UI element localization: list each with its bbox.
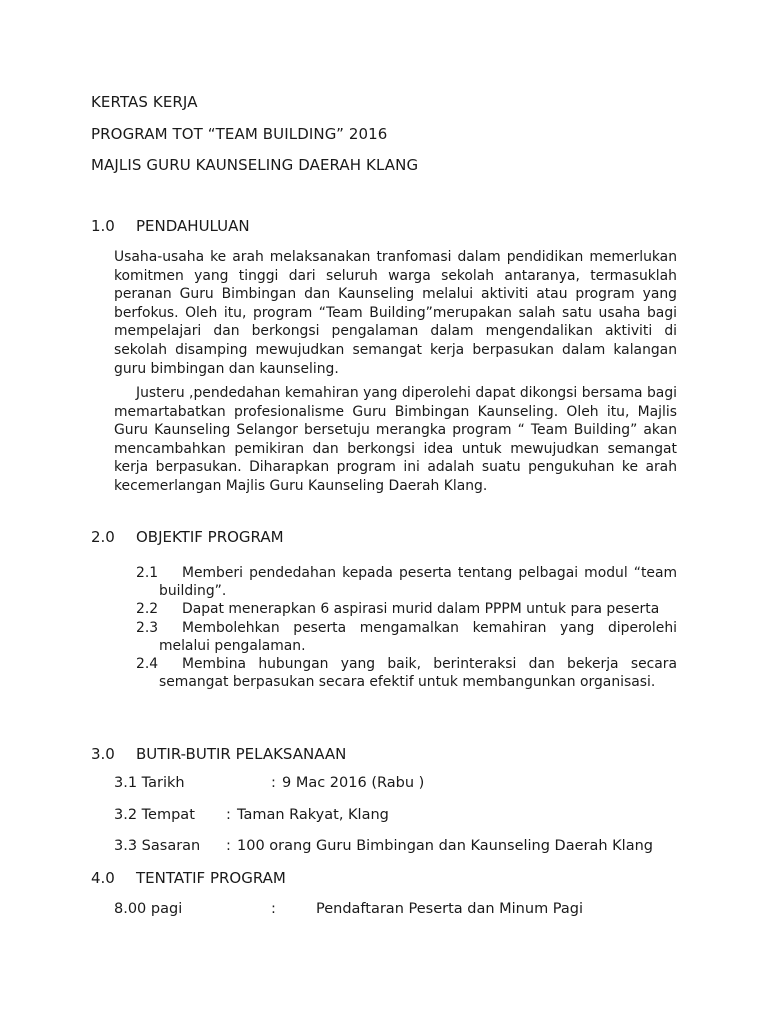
doc-title-line-3: MAJLIS GURU KAUNSELING DAERAH KLANG <box>91 156 419 174</box>
objektif-item: 2.4 Membina hubungan yang baik, berinteraksi dan bekerja secara semangat berpasukan secara efektif untuk membangunkan organisasi. <box>136 656 677 691</box>
section-title: PENDAHULUAN <box>136 217 250 235</box>
objektif-item: 2.1 Memberi pendedahan kepada peserta tentang pelbagai modul “team building”. <box>136 565 677 600</box>
section-heading-tentatif <box>91 869 286 887</box>
section-number: 3.0 <box>91 745 115 763</box>
doc-title-line-2: PROGRAM TOT “TEAM BUILDING” 2016 <box>91 125 388 143</box>
paragraph-text: Justeru ,pendedahan kemahiran yang diperolehi dapat dikongsi bersama bagi memartabatkan profesionalisme Guru Bimbingan Kaunseling. Oleh itu, Majlis Guru Kaunseling Selangor bersetuju merangka program “ Team Building” akan mencambahkan pemikiran dan berkongsi idea untuk mewujudkan semangat kerja berpasukan. Diharapkan program ini adalah suatu pengukuhan ke arah kecemerlangan Majlis Guru Kaunseling Daerah Klang. <box>114 385 677 494</box>
objektif-item: 2.2 Dapat menerapkan 6 aspirasi murid dalam PPPM untuk para peserta <box>136 601 660 618</box>
objektif-item: 2.3 Membolehkan peserta mengamalkan kemahiran yang diperolehi melalui pengalaman. <box>136 619 677 654</box>
section-title: BUTIR-BUTIR PELAKSANAAN <box>136 745 347 763</box>
detail-separator: : <box>226 807 231 823</box>
pendahuluan-paragraph-2 <box>114 384 677 496</box>
detail-label: 3.3 Sasaran <box>114 838 201 854</box>
detail-value: 100 orang Guru Bimbingan dan Kaunseling Daerah Klang <box>237 838 653 854</box>
detail-label: 3.2 Tempat <box>114 807 195 823</box>
section-number: 1.0 <box>91 217 115 235</box>
tentatif-time: 8.00 pagi <box>114 901 183 917</box>
section-number: 2.0 <box>91 528 115 546</box>
detail-row-sasaran <box>114 838 653 854</box>
detail-label: 3.1 Tarikh <box>114 775 185 791</box>
tentatif-row <box>114 901 674 921</box>
section-heading-pendahuluan <box>91 217 250 235</box>
tentatif-separator: : <box>271 901 276 917</box>
detail-separator: : <box>271 775 276 791</box>
section-heading-objektif <box>91 528 284 546</box>
section-title: OBJEKTIF PROGRAM <box>136 528 284 546</box>
doc-title-line-1: KERTAS KERJA <box>91 93 198 111</box>
section-heading-butiran <box>91 745 346 763</box>
detail-value: Taman Rakyat, Klang <box>237 807 389 823</box>
pendahuluan-paragraph-1: Usaha-usaha ke arah melaksanakan tranfomasi dalam pendidikan memerlukan komitmen yang tinggi dari seluruh warga sekolah antaranya, termasuklah peranan Guru Bimbingan dan Kaunseling melalui aktiviti atau program yang berfokus. Oleh itu, program “Team Building”merupakan salah satu usaha bagi mempelajari dan berkongsi pengalaman dalam mengendalikan aktiviti di sekolah disamping mewujudkan semangat kerja berpasukan dalam kalangan guru bimbingan dan kaunseling. <box>114 249 677 377</box>
objektif-list <box>136 564 677 691</box>
detail-row-tempat <box>114 807 389 823</box>
detail-row-tarikh <box>114 775 424 791</box>
section-title: TENTATIF PROGRAM <box>136 869 286 887</box>
detail-separator: : <box>226 838 231 854</box>
section-number: 4.0 <box>91 869 115 887</box>
tentatif-activity: Pendaftaran Peserta dan Minum Pagi <box>316 901 584 917</box>
detail-value: 9 Mac 2016 (Rabu ) <box>282 775 425 791</box>
